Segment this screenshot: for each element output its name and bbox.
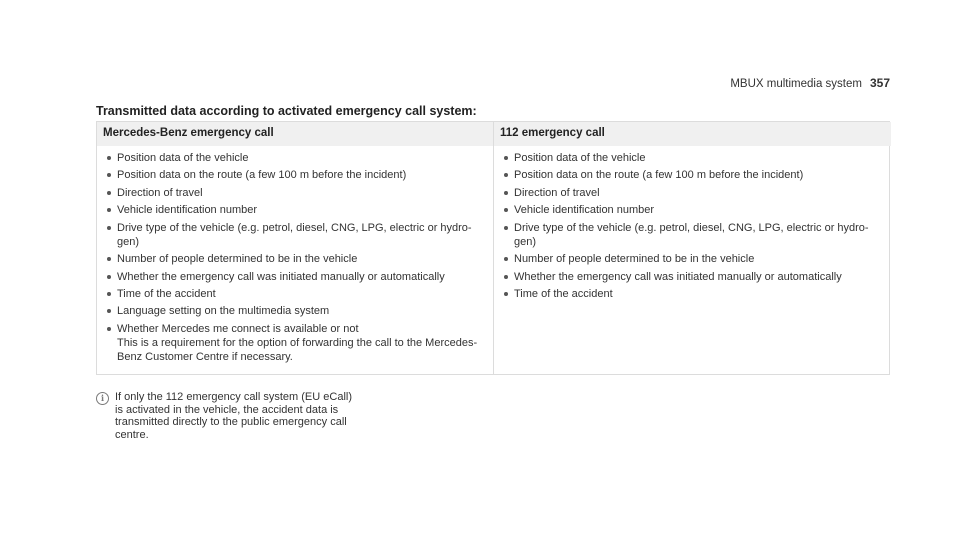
- page-header: [730, 76, 890, 90]
- list-item-text: Time of the accident: [117, 287, 216, 300]
- list-item: [107, 270, 485, 284]
- list-item: [504, 186, 883, 200]
- list-item-text: Number of people determined to be in the vehicle: [514, 253, 755, 266]
- list-item: [504, 270, 883, 284]
- list-item-text: Direction of travel: [117, 186, 203, 199]
- list-item: [107, 221, 485, 249]
- list-item: [107, 151, 485, 165]
- list-item-text: Drive type of the vehicle (e.g. petrol, diesel, CNG, LPG, electric or hydro-gen): [514, 221, 869, 248]
- list-item: [107, 322, 485, 365]
- header-title: MBUX multimedia system: [730, 78, 862, 90]
- list-item: [107, 168, 485, 182]
- list-item-subtext: This is a requirement for the option of forwarding the call to the Mercedes-Benz Customer Centre if necessary.: [117, 336, 478, 364]
- list-item-text: Drive type of the vehicle (e.g. petrol, diesel, CNG, LPG, electric or hydro-gen): [117, 221, 472, 248]
- info-note: [96, 391, 356, 441]
- list-item: [504, 168, 883, 182]
- list-item-text: Direction of travel: [514, 186, 600, 199]
- list-item: [107, 252, 485, 266]
- note-text: If only the 112 emergency call system (EU eCall) is activated in the vehicle, the accident data is transmitted directly to the public emergency call centre.: [115, 391, 352, 441]
- list-item-text: Position data on the route (a few 100 m before the incident): [514, 169, 804, 182]
- list-item: [107, 287, 485, 301]
- list-item-text: Number of people determined to be in the vehicle: [117, 253, 358, 266]
- list-item-text: Whether Mercedes me connect is available or not: [117, 322, 359, 335]
- list-item-text: Language setting on the multimedia system: [117, 305, 330, 318]
- list-item-text: Time of the accident: [514, 287, 613, 300]
- section-title: Transmitted data according to activated emergency call system:: [96, 104, 477, 118]
- list-item-text: Whether the emergency call was initiated manually or automatically: [117, 270, 445, 283]
- list-item: [504, 287, 883, 301]
- column-heading-mercedes: Mercedes-Benz emergency call: [97, 122, 494, 146]
- column-112: [494, 146, 891, 374]
- list-item: [504, 221, 883, 249]
- list-item: [504, 151, 883, 165]
- page-number: 357: [869, 76, 890, 90]
- list-item: [107, 203, 485, 217]
- info-icon: i: [96, 392, 109, 405]
- list-item: [504, 203, 883, 217]
- column-mercedes: [97, 146, 494, 374]
- list-item-text: Position data of the vehicle: [514, 152, 646, 164]
- list-item-text: Position data on the route (a few 100 m before the incident): [117, 169, 407, 182]
- data-table: [96, 121, 890, 375]
- list-item: [504, 252, 883, 266]
- column-heading-112: 112 emergency call: [494, 122, 891, 146]
- list-item-text: Vehicle identification number: [514, 204, 655, 217]
- list-item-text: Position data of the vehicle: [117, 152, 249, 164]
- list-item-text: Whether the emergency call was initiated manually or automatically: [514, 270, 842, 283]
- list-item: [107, 304, 485, 318]
- list-item: [107, 186, 485, 200]
- list-item-text: Vehicle identification number: [117, 204, 258, 217]
